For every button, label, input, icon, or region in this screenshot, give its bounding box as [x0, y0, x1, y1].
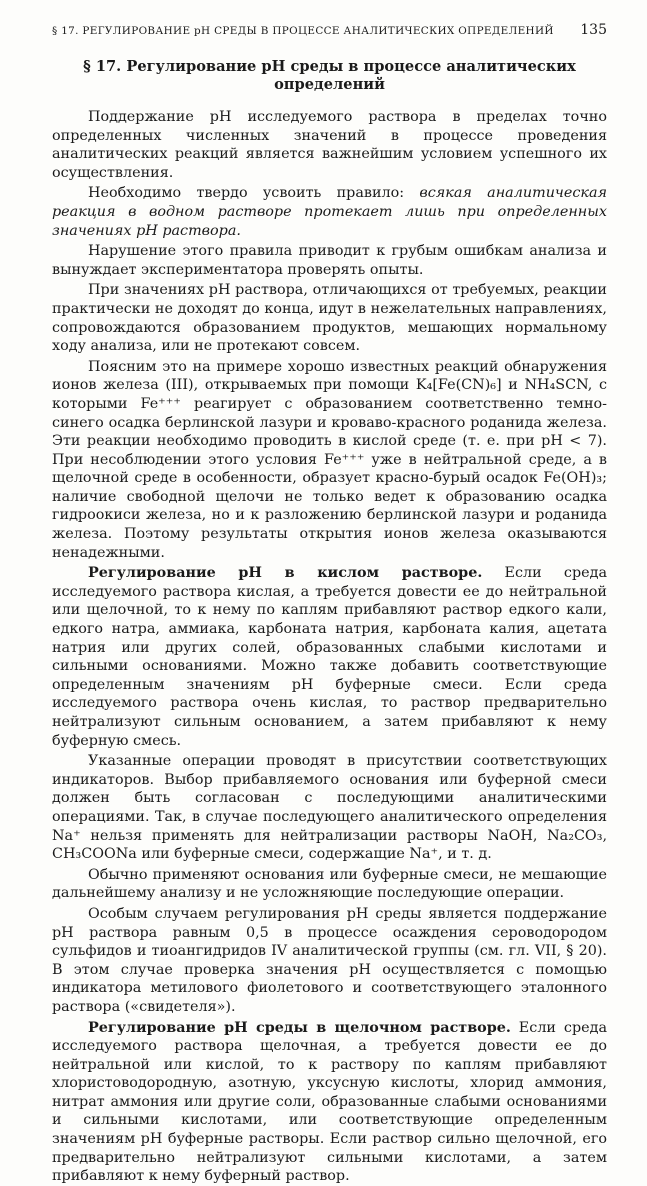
paragraph: При значениях pH раствора, отличающихся от требуемых, реакции практически не доходят до конца, идут в нежелательных направлениях, сопровождаются образованием продуктов, мешающих нормальному ходу анализа, или не протекают совсем.	[52, 282, 607, 355]
paragraph: Особым случаем регулирования pH среды является поддержание pH раствора равным 0,5 в процессе осаждения сероводородом сульфидов и тиоангидридов IV аналитической группы (см. гл. VII, § 20). В этом случае проверка значения pH осуществляется с помощью индикатора метилового фиолетового и соответствующего эталонного раствора («свидетеля»).	[52, 905, 607, 1015]
rule-emphasis: всякая аналитическая реакция в водном растворе протекает лишь при определенных значениях pH раствора.	[52, 185, 607, 239]
paragraph: Поясним это на примере хорошо известных реакций обнаружения ионов железа (III), открываемых при помощи K₄[Fe(CN)₆] и NH₄SCN, с которыми Fe⁺⁺⁺ реагирует с образованием соответственно темно-синего осадка берлинской лазури и кроваво-красного роданида железа. Эти реакции необходимо проводить в кислой среде (т. е. при pH < 7). При несоблюдении этого условия Fe⁺⁺⁺ уже в нейтральной среде, а в щелочной среде в особенности, образует красно-бурый осадок Fe(OH)₃; наличие свободной щелочи не только ведет к образованию осадка гидроокиси железа, но и к разложению берлинской лазури и роданида железа. Поэтому результаты открытия ионов железа оказываются ненадежными.	[52, 358, 607, 561]
running-header	[52, 22, 607, 38]
body-text	[52, 108, 607, 1186]
run-in-heading: Регулирование pH в кислом растворе.	[88, 565, 483, 582]
page-number: 135	[580, 22, 607, 38]
paragraph: Указанные операции проводят в присутствии соответствующих индикаторов. Выбор прибавляемого основания или буферной смеси должен быть согласован с последующими аналитическими операциями. Так, в случае последующего аналитического определения Na⁺ нельзя применять для нейтрализации растворы NaOH, Na₂CO₃, CH₃COONa или буферные смеси, содержащие Na⁺, и т. д.	[52, 753, 607, 863]
paragraph: Нарушение этого правила приводит к грубым ошибкам анализа и вынуждает экспериментатора проверять опыты.	[52, 243, 607, 278]
section-title: § 17. Регулирование рН среды в процессе аналитических определений	[83, 58, 576, 93]
paragraph: Регулирование pH среды в щелочном растворе. Если среда исследуемого раствора щелочная, а требуется довести ее до нейтральной или кислой, то к раствору по каплям прибавляют хлористоводородную, азотную, уксусную кислоты, хлорид аммония, нитрат аммония или другие соли, образованные слабыми основаниями и сильными кислотами, или соответствующие определенным значениям pH буферные растворы. Если раствор сильно щелочной, его предварительно нейтрализуют сильными кислотами, а затем прибавляют к нему буферный раствор.	[52, 1019, 607, 1185]
paragraph: Необходимо твердо усвоить правило: всякая аналитическая реакция в водном растворе протекает лишь при определенных значениях pH раствора.	[52, 185, 607, 239]
paragraph: Регулирование pH в кислом растворе. Если среда исследуемого раствора кислая, а требуется довести ее до нейтральной или щелочной, то к нему по каплям прибавляют раствор едкого кали, едкого натра, аммиака, карбоната натрия, карбоната калия, ацетата натрия или других солей, образованных слабыми кислотами и сильными основаниями. Можно также добавить соответствующие определенным значениям pH буферные смеси. Если среда исследуемого раствора очень кислая, то раствор предварительно нейтрализуют сильным основанием, а затем прибавляют к нему буферную смесь.	[52, 565, 608, 749]
paragraph: Поддержание pH исследуемого раствора в пределах точно определенных численных значений в процессе проведения аналитических реакций является важнейшим условием успешного их осуществления.	[52, 109, 607, 181]
paragraph: Обычно применяют основания или буферные смеси, не мешающие дальнейшему анализу и не усложняющие последующие операции.	[52, 866, 607, 902]
run-in-heading: Регулирование pH среды в щелочном растворе.	[88, 1019, 511, 1036]
running-title: § 17. РЕГУЛИРОВАНИЕ рН СРЕДЫ В ПРОЦЕССЕ АНАЛИТИЧЕСКИХ ОПРЕДЕЛЕНИЙ	[52, 25, 554, 37]
